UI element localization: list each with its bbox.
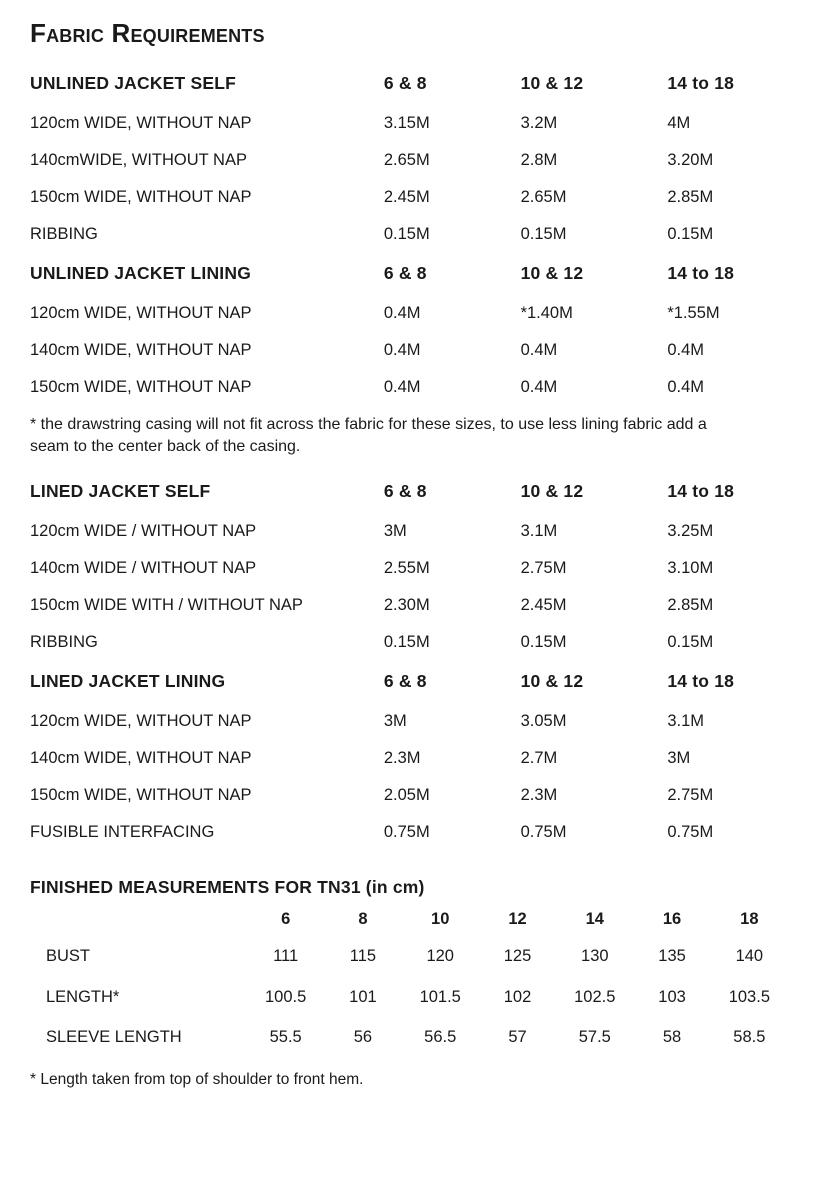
table-row bbox=[30, 936, 788, 976]
row-value: 2.3M bbox=[383, 749, 421, 768]
column-header-size-8: 8 bbox=[358, 910, 368, 929]
table-row bbox=[30, 814, 788, 851]
row-value: 0.75M bbox=[520, 823, 567, 842]
row-label: 140cmWIDE, WITHOUT NAP bbox=[30, 151, 247, 170]
column-header-size-14-18: 14 to 18 bbox=[667, 263, 735, 283]
row-label: 140cm WIDE, WITHOUT NAP bbox=[30, 749, 252, 768]
table-header-row bbox=[30, 253, 788, 295]
table-row bbox=[30, 777, 788, 814]
table-lined-jacket-lining bbox=[30, 661, 788, 851]
column-header-size-10: 10 bbox=[431, 910, 450, 929]
column-header-size-18: 18 bbox=[740, 910, 759, 929]
row-value: 0.4M bbox=[383, 378, 421, 397]
row-label: 120cm WIDE, WITHOUT NAP bbox=[30, 712, 252, 731]
row-label: 140cm WIDE, WITHOUT NAP bbox=[30, 341, 252, 360]
row-value: 57 bbox=[508, 1027, 527, 1046]
table-row bbox=[30, 295, 788, 332]
row-value: 2.75M bbox=[520, 559, 567, 578]
column-header-description: LINED JACKET SELF bbox=[30, 481, 211, 502]
row-value: 3.1M bbox=[520, 522, 558, 541]
table-lined-jacket-self bbox=[30, 471, 788, 661]
row-value: 102 bbox=[503, 987, 532, 1006]
column-header-size-14: 14 bbox=[585, 910, 604, 929]
column-header-size-16: 16 bbox=[662, 910, 682, 929]
row-value: 0.15M bbox=[383, 633, 430, 652]
row-label: FUSIBLE INTERFACING bbox=[30, 823, 215, 842]
row-value: 135 bbox=[658, 947, 686, 966]
column-header-size-14-18: 14 to 18 bbox=[667, 73, 735, 93]
row-label: 150cm WIDE, WITHOUT NAP bbox=[30, 378, 252, 397]
column-header-size-6: 6 bbox=[281, 910, 291, 929]
column-header-size-10-12: 10 & 12 bbox=[520, 481, 584, 502]
column-header-measurement bbox=[30, 904, 247, 936]
row-label: 150cm WIDE WITH / WITHOUT NAP bbox=[30, 596, 303, 615]
row-label: BUST bbox=[46, 947, 91, 966]
table-row bbox=[30, 179, 788, 216]
row-value: 120 bbox=[426, 947, 454, 966]
row-value: 111 bbox=[273, 947, 299, 966]
row-label: 140cm WIDE / WITHOUT NAP bbox=[30, 559, 257, 578]
row-value: 130 bbox=[581, 947, 609, 966]
table-row bbox=[30, 216, 788, 253]
row-value: *1.40M bbox=[520, 304, 573, 323]
row-label: 120cm WIDE / WITHOUT NAP bbox=[30, 522, 257, 541]
row-value: 2.65M bbox=[383, 151, 430, 170]
row-value: 2.30M bbox=[383, 596, 430, 615]
row-value: 0.75M bbox=[383, 823, 430, 842]
row-value: 2.65M bbox=[520, 188, 567, 207]
row-value: 0.4M bbox=[520, 378, 558, 397]
row-value: 58.5 bbox=[733, 1027, 766, 1046]
table-row bbox=[30, 1017, 788, 1057]
row-value: 0.15M bbox=[383, 225, 430, 244]
length-footnote: * Length taken from top of shoulder to front hem. bbox=[30, 1070, 364, 1088]
row-value: 55.5 bbox=[269, 1027, 302, 1046]
row-value: 102.5 bbox=[574, 987, 616, 1006]
column-header-size-14-18: 14 to 18 bbox=[667, 481, 735, 502]
column-header-description: UNLINED JACKET LINING bbox=[30, 263, 252, 283]
row-value: 2.55M bbox=[383, 559, 430, 578]
row-value: 56.5 bbox=[424, 1027, 457, 1046]
page-title: Fabric Requirements bbox=[30, 18, 265, 48]
column-header-size-6-8: 6 & 8 bbox=[383, 671, 427, 692]
row-value: 0.75M bbox=[667, 823, 714, 842]
row-value: 2.85M bbox=[667, 596, 714, 615]
row-label: 120cm WIDE, WITHOUT NAP bbox=[30, 304, 252, 323]
column-header-description: UNLINED JACKET SELF bbox=[30, 73, 237, 93]
row-label: RIBBING bbox=[30, 225, 98, 244]
column-header-size-6-8: 6 & 8 bbox=[383, 481, 427, 502]
row-value: 140 bbox=[735, 947, 764, 966]
row-value: 3.15M bbox=[383, 114, 430, 133]
row-label: SLEEVE LENGTH bbox=[46, 1027, 182, 1046]
table-unlined-jacket-self bbox=[30, 63, 788, 253]
row-value: 3.05M bbox=[520, 712, 567, 731]
column-header-size-14-18: 14 to 18 bbox=[667, 671, 735, 692]
column-header-description: LINED JACKET LINING bbox=[30, 671, 226, 692]
column-header-size-10-12: 10 & 12 bbox=[520, 263, 584, 283]
table-row bbox=[30, 624, 788, 661]
row-value: 0.4M bbox=[383, 341, 421, 360]
table-row bbox=[30, 587, 788, 624]
row-value: *1.55M bbox=[667, 304, 720, 323]
row-value: 2.7M bbox=[520, 749, 558, 768]
row-value: 0.4M bbox=[383, 304, 421, 323]
row-value: 2.45M bbox=[383, 188, 430, 207]
lining-footnote: * the drawstring casing will not fit across the fabric for these sizes, to use less lining fabric add a seam to the center back of the casing. bbox=[30, 416, 707, 455]
column-header-size-6-8: 6 & 8 bbox=[383, 73, 427, 93]
column-header-size-10-12: 10 & 12 bbox=[520, 73, 584, 93]
row-value: 0.15M bbox=[520, 633, 567, 652]
row-value: 103.5 bbox=[728, 987, 770, 1006]
row-value: 101.5 bbox=[419, 987, 461, 1006]
row-value: 3.20M bbox=[667, 151, 714, 170]
row-value: 3.10M bbox=[667, 559, 714, 578]
table-row bbox=[30, 369, 788, 406]
row-value: 103 bbox=[658, 987, 686, 1006]
table-header-row bbox=[30, 63, 788, 105]
finished-measurements-title: FINISHED MEASUREMENTS FOR TN31 (in cm) bbox=[30, 877, 425, 898]
table-header-row bbox=[30, 661, 788, 703]
table-header-row bbox=[30, 471, 788, 513]
column-header-size-6-8: 6 & 8 bbox=[383, 263, 427, 283]
row-label: LENGTH* bbox=[46, 987, 120, 1006]
table-row bbox=[30, 142, 788, 179]
row-value: 125 bbox=[503, 947, 532, 966]
row-value: 2.75M bbox=[667, 786, 714, 805]
row-value: 3M bbox=[667, 749, 691, 768]
row-label: 120cm WIDE, WITHOUT NAP bbox=[30, 114, 252, 133]
table-row bbox=[30, 740, 788, 777]
row-value: 2.05M bbox=[383, 786, 430, 805]
row-label: RIBBING bbox=[30, 633, 98, 652]
row-value: 3.2M bbox=[520, 114, 558, 133]
row-value: 4M bbox=[667, 114, 691, 133]
row-value: 0.15M bbox=[520, 225, 567, 244]
row-value: 2.45M bbox=[520, 596, 567, 615]
table-unlined-jacket-lining bbox=[30, 253, 788, 406]
row-value: 57.5 bbox=[578, 1027, 611, 1046]
column-header-size-12: 12 bbox=[508, 910, 527, 929]
row-value: 2.3M bbox=[520, 786, 558, 805]
table-row bbox=[30, 105, 788, 142]
row-label: 150cm WIDE, WITHOUT NAP bbox=[30, 188, 252, 207]
row-value: 115 bbox=[349, 947, 377, 966]
table-header-row bbox=[30, 904, 788, 936]
column-header-size-10-12: 10 & 12 bbox=[520, 671, 584, 692]
row-value: 58 bbox=[662, 1027, 682, 1046]
row-value: 2.85M bbox=[667, 188, 714, 207]
row-value: 0.15M bbox=[667, 633, 714, 652]
table-row bbox=[30, 550, 788, 587]
table-row bbox=[30, 513, 788, 550]
row-value: 0.4M bbox=[667, 341, 705, 360]
table-row bbox=[30, 977, 788, 1017]
row-value: 56 bbox=[353, 1027, 373, 1046]
row-value: 3M bbox=[383, 522, 407, 541]
row-value: 101 bbox=[349, 987, 377, 1006]
row-value: 3M bbox=[383, 712, 407, 731]
row-value: 100.5 bbox=[265, 987, 307, 1006]
row-value: 0.4M bbox=[667, 378, 705, 397]
row-label: 150cm WIDE, WITHOUT NAP bbox=[30, 786, 252, 805]
row-value: 3.25M bbox=[667, 522, 714, 541]
row-value: 0.15M bbox=[667, 225, 714, 244]
row-value: 3.1M bbox=[667, 712, 705, 731]
row-value: 2.8M bbox=[520, 151, 558, 170]
table-row bbox=[30, 332, 788, 369]
row-value: 0.4M bbox=[520, 341, 558, 360]
table-row bbox=[30, 703, 788, 740]
table-finished-measurements bbox=[30, 904, 788, 1057]
